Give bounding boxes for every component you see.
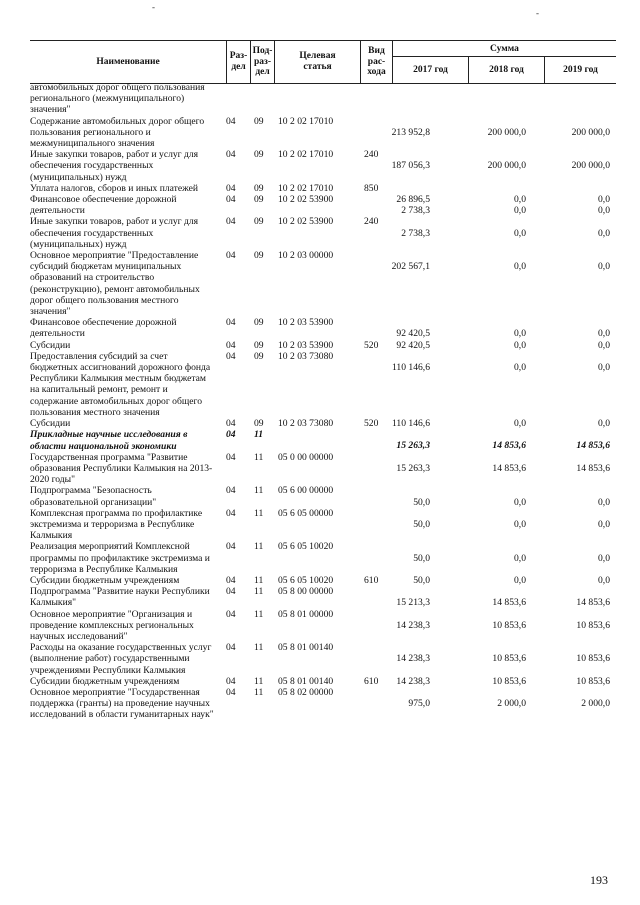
row-podrazdel: 09 [254,250,264,262]
row-sum-2018: 0,0 [514,194,526,206]
header-razdel: Раз- дел [226,41,250,83]
row-sum-2018: 10 853,6 [492,619,526,631]
row-sum-2019: 200 000,0 [571,160,610,172]
row-name: Содержание автомобильных дорог общего пользования регионального и межмуниципального значения [30,115,205,150]
row-razdel: 04 [226,574,236,586]
row-razdel: 04 [226,507,236,519]
row-podrazdel: 09 [254,216,264,228]
row-sum-2018: 0,0 [514,339,526,351]
header-sum: Сумма [392,41,616,57]
row-target-article: 10 2 02 17010 [278,149,334,161]
row-sum-2019: 14 853,6 [576,462,610,474]
row-sum-2019: 0,0 [598,362,610,374]
row-podrazdel: 09 [254,350,264,362]
row-sum-2019: 0,0 [598,261,610,273]
row-name: Реализация мероприятий Комплексной программы по профилактике экстремизма и терроризма в Республике Калмыкия [30,541,210,575]
row-sum-2017: 92 420,5 [396,328,430,340]
row-expense-type: 610 [364,574,379,586]
row-sum-2019: 0,0 [598,339,610,351]
table-row [30,642,616,676]
row-sum-2017: 50,0 [413,518,430,530]
row-target-article: 10 2 02 53900 [278,216,334,228]
row-target-article: 10 2 03 73080 [278,350,334,362]
table-row [30,676,616,687]
row-sum-2018: 200 000,0 [487,160,526,172]
row-razdel: 04 [226,675,236,687]
row-expense-type: 520 [364,339,379,351]
table-row [30,508,616,542]
table-row [30,82,616,116]
row-podrazdel: 11 [254,586,264,598]
row-sum-2017: 2 738,3 [401,227,430,239]
row-target-article: 10 2 02 53900 [278,194,334,206]
row-sum-2018: 0,0 [514,362,526,374]
row-sum-2019: 0,0 [598,418,610,430]
row-name: Прикладные научные исследования в области национальной экономики [30,429,188,452]
scan-mark: - [536,8,539,18]
row-sum-2017: 110 146,6 [391,362,430,374]
row-sum-2017: 14 238,3 [396,653,430,665]
row-name: Субсидии бюджетным учреждениям [30,675,180,687]
page-number: 193 [590,873,608,887]
row-name: Государственная программа "Развитие образования Республики Калмыкия на 2013-2020 годы" [30,451,213,486]
row-name: Субсидии бюджетным учреждениям [30,574,180,586]
row-name: Комплексная программа по профилактике экстремизма и терроризма в Республике Калмыкия [30,507,203,542]
row-podrazdel: 09 [254,149,264,161]
row-sum-2018: 0,0 [514,552,526,564]
row-target-article: 10 2 03 53900 [278,317,334,329]
row-sum-2017: 110 146,6 [391,418,430,430]
row-sum-2019: 10 853,6 [576,619,610,631]
row-sum-2018: 0,0 [514,261,526,273]
row-sum-2017: 50,0 [413,496,430,508]
row-sum-2017: 2 738,3 [401,205,430,217]
row-sum-2018: 0,0 [514,574,526,586]
table-row [30,250,616,317]
table-header [30,40,616,84]
row-sum-2018: 10 853,6 [492,675,526,687]
row-name: Расходы на оказание государственных услуг (выполнение работ) государственными учреждениями Республики Калмыкия [30,642,212,676]
row-sum-2017: 15 213,3 [396,597,430,609]
row-sum-2019: 0,0 [598,328,610,340]
table-row [30,485,616,507]
row-target-article: 05 8 00 00000 [278,586,334,598]
row-sum-2019: 0,0 [598,574,610,586]
row-sum-2018: 200 000,0 [487,126,526,138]
row-name: Субсидии [30,339,71,351]
row-sum-2018: 0,0 [514,227,526,239]
header-year-2019: 2019 год [544,57,616,83]
row-name: Уплата налогов, сборов и иных платежей [30,182,199,194]
row-sum-2018: 0,0 [514,328,526,340]
row-sum-2017: 14 238,3 [396,675,430,687]
row-podrazdel: 09 [254,182,264,194]
table-row [30,317,616,339]
row-podrazdel: 11 [254,485,264,497]
row-target-article: 05 6 00 00000 [278,485,334,497]
row-sum-2019: 14 853,6 [576,597,610,609]
row-target-article: 10 2 03 73080 [278,418,334,430]
row-razdel: 04 [226,182,236,194]
row-podrazdel: 11 [254,675,264,687]
row-razdel: 04 [226,317,236,329]
row-sum-2019: 10 853,6 [576,675,610,687]
row-sum-2019: 2 000,0 [581,698,610,710]
header-year-2017: 2017 год [392,57,468,83]
row-razdel: 04 [226,429,236,441]
row-name: Субсидии [30,418,71,430]
row-expense-type: 610 [364,675,379,687]
table-row [30,609,616,643]
row-podrazdel: 11 [254,507,264,519]
table-row [30,418,616,429]
row-target-article: 05 0 00 00000 [278,451,334,463]
row-sum-2017: 14 238,3 [396,619,430,631]
row-target-article: 10 2 03 00000 [278,250,334,262]
row-podrazdel: 09 [254,339,264,351]
row-expense-type: 240 [364,216,379,228]
row-expense-type: 520 [364,418,379,430]
row-target-article: 10 2 02 17010 [278,115,334,127]
row-target-article: 10 2 03 53900 [278,339,334,351]
table-row [30,351,616,418]
table-row [30,149,616,183]
row-razdel: 04 [226,686,236,698]
row-name: Основное мероприятие "Организация и проведение комплексных региональных научных исследований" [30,608,194,642]
row-sum-2018: 0,0 [514,205,526,217]
row-name: Подпрограмма "Развитие науки Республики Калмыкия" [30,586,210,609]
row-sum-2019: 200 000,0 [571,126,610,138]
row-sum-2018: 2 000,0 [497,698,526,710]
table-row [30,575,616,586]
row-sum-2017: 92 420,5 [396,339,430,351]
row-podrazdel: 11 [254,642,264,654]
row-sum-2019: 0,0 [598,552,610,564]
header-name: Наименование [96,56,160,67]
header-expense-type: Вид рас- хода [360,41,392,83]
row-podrazdel: 11 [254,686,264,698]
row-razdel: 04 [226,586,236,598]
table-row [30,216,616,250]
row-sum-2019: 0,0 [598,518,610,530]
row-podrazdel: 09 [254,418,264,430]
row-razdel: 04 [226,339,236,351]
row-sum-2018: 0,0 [514,496,526,508]
table-row [30,429,616,451]
row-razdel: 04 [226,642,236,654]
row-sum-2019: 0,0 [598,205,610,217]
row-sum-2017: 15 263,3 [396,462,430,474]
row-razdel: 04 [226,451,236,463]
row-sum-2019: 10 853,6 [576,653,610,665]
row-razdel: 04 [226,485,236,497]
row-razdel: 04 [226,216,236,228]
row-podrazdel: 11 [254,541,264,553]
row-target-article: 05 8 01 00000 [278,608,334,620]
header-target-article: Целевая статья [274,41,360,83]
row-podrazdel: 09 [254,317,264,329]
row-sum-2017: 213 952,8 [391,126,430,138]
row-razdel: 04 [226,250,236,262]
row-target-article: 05 6 05 10020 [278,574,334,586]
row-target-article: 05 6 05 10020 [278,541,334,553]
row-target-article: 05 8 02 00000 [278,686,334,698]
table-row [30,452,616,486]
table-row [30,586,616,608]
row-sum-2017: 15 263,3 [396,440,430,452]
row-podrazdel: 11 [254,608,264,620]
row-podrazdel: 11 [254,429,264,441]
row-sum-2017: 187 056,3 [391,160,430,172]
table-row [30,116,616,150]
row-name: Подпрограмма "Безопасность образовательной организации" [30,485,157,508]
row-podrazdel: 11 [254,451,264,463]
row-name: Предоставления субсидий за счет бюджетных ассигнований дорожного фонда Республики Калмыкия местным бюджетам на капитальный ремонт, ремонт и содержание автомобильных дорог общего пользования местного значения [30,350,211,418]
row-sum-2017: 202 567,1 [391,261,430,273]
row-sum-2019: 0,0 [598,496,610,508]
table-row [30,687,616,721]
row-razdel: 04 [226,418,236,430]
table-row [30,541,616,575]
row-expense-type: 850 [364,182,379,194]
row-razdel: 04 [226,115,236,127]
row-podrazdel: 09 [254,194,264,206]
row-podrazdel: 09 [254,115,264,127]
row-target-article: 05 8 01 00140 [278,642,334,654]
table-row [30,340,616,351]
row-name: Финансовое обеспечение дорожной деятельности [30,194,177,217]
table-row [30,194,616,216]
row-sum-2018: 0,0 [514,518,526,530]
row-name: Иные закупки товаров, работ и услуг для обеспечения государственных (муниципальных) нужд [30,149,199,183]
row-name: Финансовое обеспечение дорожной деятельности [30,317,177,340]
row-name: Иные закупки товаров, работ и услуг для обеспечения государственных (муниципальных) нужд [30,216,199,250]
row-name: Основное мероприятие "Предоставление субсидий бюджетам муниципальных образований на строительство (реконструкцию), ремонт автомобильных дорог общего пользования местного значения" [30,250,200,318]
row-podrazdel: 11 [254,574,264,586]
row-sum-2017: 50,0 [413,574,430,586]
row-name: Основное мероприятие "Государственная поддержка (гранты) на проведение научных исследований в области гуманитарных наук" [30,686,214,721]
row-sum-2019: 0,0 [598,194,610,206]
row-sum-2018: 10 853,6 [492,653,526,665]
row-sum-2018: 14 853,6 [492,440,526,452]
row-razdel: 04 [226,608,236,620]
row-sum-2019: 14 853,6 [576,440,610,452]
row-razdel: 04 [226,541,236,553]
row-target-article: 10 2 02 17010 [278,182,334,194]
row-name: автомобильных дорог общего пользования регионального (межмуниципального) значения" [30,82,205,116]
header-podrazdel: Под- раз- дел [250,41,274,83]
scan-mark: - [152,2,155,12]
row-sum-2018: 14 853,6 [492,597,526,609]
row-target-article: 05 8 01 00140 [278,675,334,687]
row-sum-2017: 26 896,5 [396,194,430,206]
header-year-2018: 2018 год [468,57,544,83]
row-sum-2018: 0,0 [514,418,526,430]
row-expense-type: 240 [364,149,379,161]
row-sum-2017: 50,0 [413,552,430,564]
row-sum-2017: 975,0 [408,698,430,710]
row-target-article: 05 6 05 00000 [278,507,334,519]
row-sum-2018: 14 853,6 [492,462,526,474]
row-razdel: 04 [226,194,236,206]
row-sum-2019: 0,0 [598,227,610,239]
row-razdel: 04 [226,149,236,161]
row-razdel: 04 [226,350,236,362]
budget-table-body [30,82,616,721]
